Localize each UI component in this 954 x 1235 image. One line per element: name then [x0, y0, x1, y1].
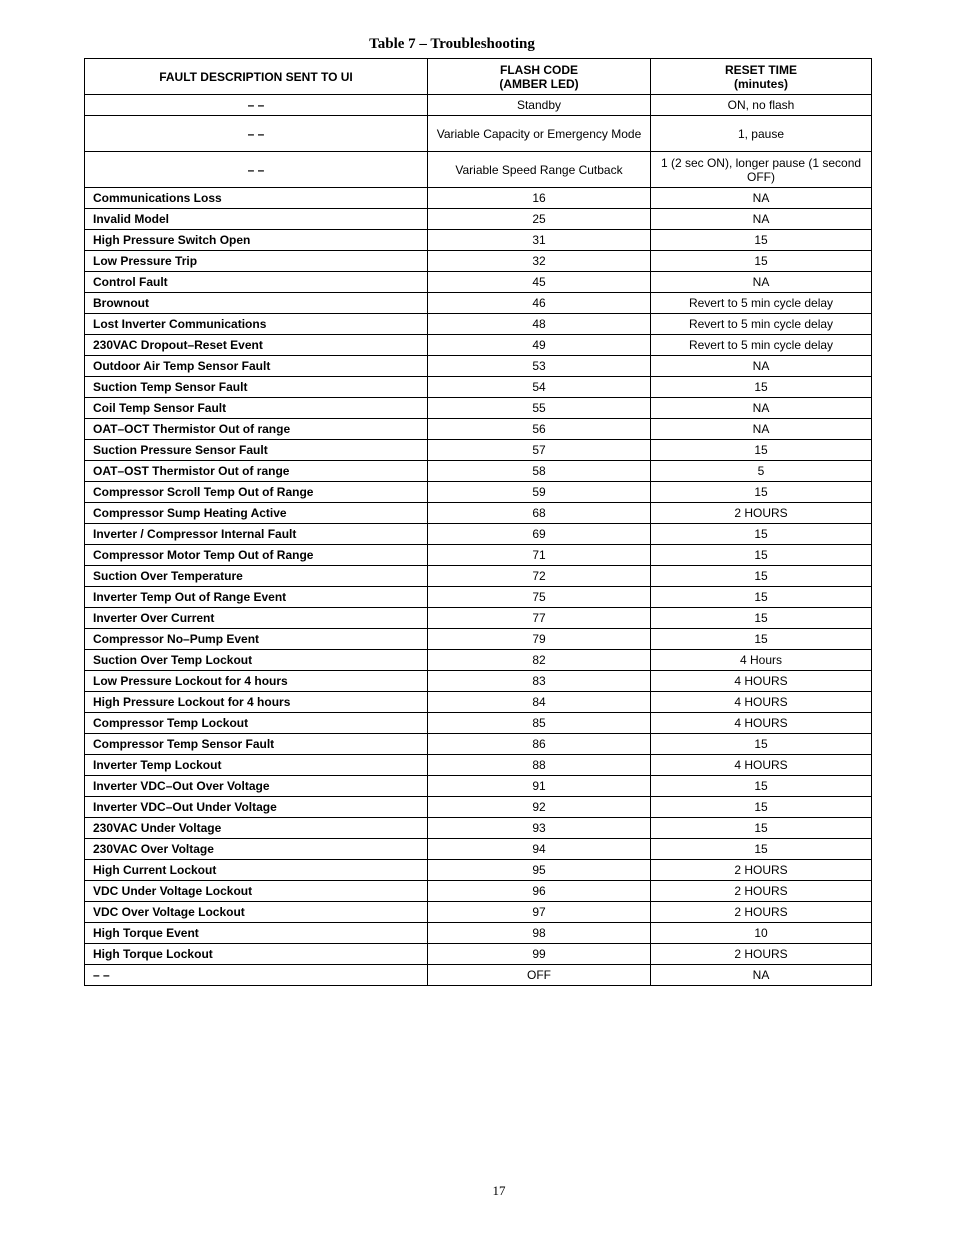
- reset-time-cell: 15: [651, 524, 872, 545]
- fault-description-cell: Control Fault: [85, 272, 428, 293]
- flash-code-cell: 94: [428, 839, 651, 860]
- reset-time-cell: Revert to 5 min cycle delay: [651, 293, 872, 314]
- flash-code-cell: 99: [428, 944, 651, 965]
- flash-code-cell: 84: [428, 692, 651, 713]
- flash-code-cell: 59: [428, 482, 651, 503]
- fault-description-cell: Inverter VDC–Out Under Voltage: [85, 797, 428, 818]
- table-row: [85, 566, 872, 587]
- fault-description-cell: Inverter Over Current: [85, 608, 428, 629]
- fault-description-cell: 230VAC Dropout–Reset Event: [85, 335, 428, 356]
- flash-code-cell: 58: [428, 461, 651, 482]
- flash-code-cell: Variable Speed Range Cutback: [428, 152, 651, 188]
- table-row: [85, 356, 872, 377]
- fault-description-cell: Low Pressure Lockout for 4 hours: [85, 671, 428, 692]
- flash-code-cell: 79: [428, 629, 651, 650]
- flash-code-cell: 16: [428, 188, 651, 209]
- fault-description-cell: Suction Over Temp Lockout: [85, 650, 428, 671]
- flash-code-cell: 82: [428, 650, 651, 671]
- reset-time-cell: 2 HOURS: [651, 881, 872, 902]
- reset-time-cell: 15: [651, 377, 872, 398]
- table-row: [85, 944, 872, 965]
- table-header: [85, 59, 872, 95]
- flash-code-cell: 72: [428, 566, 651, 587]
- fault-description-cell: Compressor Sump Heating Active: [85, 503, 428, 524]
- fault-description-cell: Communications Loss: [85, 188, 428, 209]
- flash-code-cell: 48: [428, 314, 651, 335]
- table-row: [85, 461, 872, 482]
- fault-description-cell: Low Pressure Trip: [85, 251, 428, 272]
- flash-code-cell: 97: [428, 902, 651, 923]
- table-row: [85, 440, 872, 461]
- flash-code-cell: 88: [428, 755, 651, 776]
- table-row: [85, 272, 872, 293]
- reset-time-cell: 4 HOURS: [651, 671, 872, 692]
- fault-description-cell: Lost Inverter Communications: [85, 314, 428, 335]
- reset-time-cell: 15: [651, 797, 872, 818]
- flash-code-cell: 32: [428, 251, 651, 272]
- fault-description-cell: Suction Pressure Sensor Fault: [85, 440, 428, 461]
- flash-code-cell: 95: [428, 860, 651, 881]
- table-row: [85, 902, 872, 923]
- fault-description-cell: Compressor Scroll Temp Out of Range: [85, 482, 428, 503]
- table-row: [85, 314, 872, 335]
- header-row: [85, 59, 872, 95]
- reset-time-cell: 2 HOURS: [651, 944, 872, 965]
- flash-code-cell: 31: [428, 230, 651, 251]
- reset-time-cell: 4 HOURS: [651, 713, 872, 734]
- page-number: 17: [492, 1183, 506, 1198]
- column-header-reset-time: RESET TIME (minutes): [651, 59, 872, 95]
- table-row: [85, 965, 872, 986]
- table-row: [85, 95, 872, 116]
- table-row: [85, 188, 872, 209]
- reset-time-cell: 5: [651, 461, 872, 482]
- table-row: [85, 671, 872, 692]
- flash-code-cell: 71: [428, 545, 651, 566]
- table-row: [85, 377, 872, 398]
- fault-description-cell: Outdoor Air Temp Sensor Fault: [85, 356, 428, 377]
- table-row: [85, 608, 872, 629]
- fault-description-cell: High Current Lockout: [85, 860, 428, 881]
- flash-code-cell: 54: [428, 377, 651, 398]
- reset-time-cell: NA: [651, 272, 872, 293]
- reset-time-cell: NA: [651, 419, 872, 440]
- fault-description-cell: VDC Under Voltage Lockout: [85, 881, 428, 902]
- fault-description-cell: Suction Over Temperature: [85, 566, 428, 587]
- table-title: Table 7 – Troubleshooting: [369, 36, 535, 52]
- reset-time-cell: ON, no flash: [651, 95, 872, 116]
- reset-time-cell: 15: [651, 440, 872, 461]
- reset-time-cell: NA: [651, 965, 872, 986]
- reset-time-cell: 15: [651, 482, 872, 503]
- fault-description-cell: Suction Temp Sensor Fault: [85, 377, 428, 398]
- reset-time-cell: NA: [651, 209, 872, 230]
- fault-description-cell: – –: [85, 95, 428, 116]
- table-row: [85, 152, 872, 188]
- reset-time-cell: 2 HOURS: [651, 503, 872, 524]
- fault-description-cell: – –: [85, 152, 428, 188]
- reset-time-cell: 15: [651, 566, 872, 587]
- table-row: [85, 116, 872, 152]
- table-row: [85, 524, 872, 545]
- flash-code-cell: 25: [428, 209, 651, 230]
- fault-description-cell: Compressor Temp Sensor Fault: [85, 734, 428, 755]
- fault-description-cell: Inverter Temp Lockout: [85, 755, 428, 776]
- table-row: [85, 230, 872, 251]
- fault-description-cell: Inverter / Compressor Internal Fault: [85, 524, 428, 545]
- reset-time-cell: 15: [651, 251, 872, 272]
- table-row: [85, 503, 872, 524]
- flash-code-cell: 86: [428, 734, 651, 755]
- fault-description-cell: Brownout: [85, 293, 428, 314]
- table-row: [85, 629, 872, 650]
- reset-time-cell: NA: [651, 356, 872, 377]
- flash-code-cell: 68: [428, 503, 651, 524]
- reset-time-cell: 15: [651, 587, 872, 608]
- flash-code-cell: 83: [428, 671, 651, 692]
- fault-description-cell: Compressor Temp Lockout: [85, 713, 428, 734]
- flash-code-cell: 77: [428, 608, 651, 629]
- reset-time-cell: 2 HOURS: [651, 860, 872, 881]
- table-row: [85, 860, 872, 881]
- table-row: [85, 797, 872, 818]
- flash-code-cell: 98: [428, 923, 651, 944]
- reset-time-cell: 15: [651, 839, 872, 860]
- fault-description-cell: OAT–OCT Thermistor Out of range: [85, 419, 428, 440]
- table-row: [85, 335, 872, 356]
- flash-code-cell: 92: [428, 797, 651, 818]
- fault-description-cell: Compressor Motor Temp Out of Range: [85, 545, 428, 566]
- table-row: [85, 776, 872, 797]
- reset-time-cell: 15: [651, 608, 872, 629]
- troubleshooting-table: [84, 58, 872, 986]
- table-row: [85, 755, 872, 776]
- table-row: [85, 818, 872, 839]
- column-header-fault-description: FAULT DESCRIPTION SENT TO UI: [85, 59, 428, 95]
- flash-code-cell: 69: [428, 524, 651, 545]
- table-row: [85, 587, 872, 608]
- column-header-flash-code: FLASH CODE (AMBER LED): [428, 59, 651, 95]
- table-row: [85, 734, 872, 755]
- fault-description-cell: Inverter Temp Out of Range Event: [85, 587, 428, 608]
- reset-time-cell: 15: [651, 545, 872, 566]
- table-row: [85, 650, 872, 671]
- table-row: [85, 251, 872, 272]
- fault-description-cell: High Pressure Switch Open: [85, 230, 428, 251]
- flash-code-cell: Variable Capacity or Emergency Mode: [428, 116, 651, 152]
- flash-code-cell: 55: [428, 398, 651, 419]
- reset-time-cell: 1, pause: [651, 116, 872, 152]
- fault-description-cell: – –: [85, 965, 428, 986]
- reset-time-cell: 4 HOURS: [651, 755, 872, 776]
- table-row: [85, 923, 872, 944]
- reset-time-cell: NA: [651, 398, 872, 419]
- table-row: [85, 482, 872, 503]
- table-row: [85, 419, 872, 440]
- fault-description-cell: Inverter VDC–Out Over Voltage: [85, 776, 428, 797]
- reset-time-cell: 15: [651, 230, 872, 251]
- flash-code-cell: 56: [428, 419, 651, 440]
- flash-code-cell: OFF: [428, 965, 651, 986]
- table-row: [85, 839, 872, 860]
- flash-code-cell: 96: [428, 881, 651, 902]
- flash-code-cell: 49: [428, 335, 651, 356]
- flash-code-cell: Standby: [428, 95, 651, 116]
- flash-code-cell: 85: [428, 713, 651, 734]
- flash-code-cell: 45: [428, 272, 651, 293]
- fault-description-cell: 230VAC Over Voltage: [85, 839, 428, 860]
- flash-code-cell: 46: [428, 293, 651, 314]
- flash-code-cell: 91: [428, 776, 651, 797]
- table-row: [85, 398, 872, 419]
- reset-time-cell: 1 (2 sec ON), longer pause (1 second OFF): [651, 152, 872, 188]
- fault-description-cell: OAT–OST Thermistor Out of range: [85, 461, 428, 482]
- fault-description-cell: High Torque Lockout: [85, 944, 428, 965]
- table-row: [85, 692, 872, 713]
- fault-description-cell: Invalid Model: [85, 209, 428, 230]
- table-row: [85, 881, 872, 902]
- table-row: [85, 209, 872, 230]
- table-row: [85, 545, 872, 566]
- reset-time-cell: 15: [651, 629, 872, 650]
- reset-time-cell: Revert to 5 min cycle delay: [651, 335, 872, 356]
- fault-description-cell: VDC Over Voltage Lockout: [85, 902, 428, 923]
- table-row: [85, 713, 872, 734]
- fault-description-cell: Compressor No–Pump Event: [85, 629, 428, 650]
- table-row: [85, 293, 872, 314]
- reset-time-cell: 15: [651, 776, 872, 797]
- flash-code-cell: 53: [428, 356, 651, 377]
- flash-code-cell: 57: [428, 440, 651, 461]
- reset-time-cell: 4 HOURS: [651, 692, 872, 713]
- fault-description-cell: – –: [85, 116, 428, 152]
- fault-description-cell: Coil Temp Sensor Fault: [85, 398, 428, 419]
- fault-description-cell: High Torque Event: [85, 923, 428, 944]
- reset-time-cell: 15: [651, 818, 872, 839]
- fault-description-cell: High Pressure Lockout for 4 hours: [85, 692, 428, 713]
- reset-time-cell: Revert to 5 min cycle delay: [651, 314, 872, 335]
- reset-time-cell: 10: [651, 923, 872, 944]
- reset-time-cell: 4 Hours: [651, 650, 872, 671]
- reset-time-cell: NA: [651, 188, 872, 209]
- fault-description-cell: 230VAC Under Voltage: [85, 818, 428, 839]
- reset-time-cell: 2 HOURS: [651, 902, 872, 923]
- flash-code-cell: 93: [428, 818, 651, 839]
- flash-code-cell: 75: [428, 587, 651, 608]
- table-body: [85, 95, 872, 986]
- reset-time-cell: 15: [651, 734, 872, 755]
